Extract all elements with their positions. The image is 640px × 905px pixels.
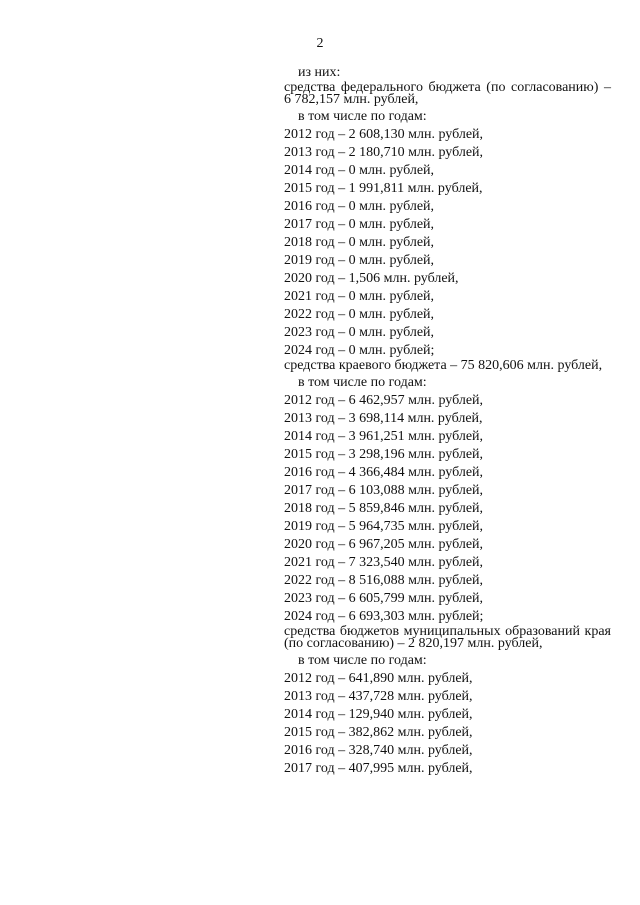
municipal-year-line: 2015 год – 382,862 млн. рублей, bbox=[284, 725, 473, 740]
federal-year-line: 2024 год – 0 млн. рублей; bbox=[284, 343, 435, 358]
federal-budget-header: средства федерального бюджета (по согласованию) – 6 782,157 млн. рублей, bbox=[284, 80, 611, 107]
federal-year-line: 2014 год – 0 млн. рублей, bbox=[284, 163, 435, 178]
regional-year-line: 2013 год – 3 698,114 млн. рублей, bbox=[284, 411, 483, 426]
page-number: 2 bbox=[316, 36, 324, 51]
regional-year-line: 2016 год – 4 366,484 млн. рублей, bbox=[284, 465, 484, 480]
federal-years-list bbox=[284, 126, 611, 360]
intro-line: из них: bbox=[298, 65, 341, 80]
federal-year-line: 2023 год – 0 млн. рублей, bbox=[284, 325, 435, 340]
federal-year-line: 2019 год – 0 млн. рублей, bbox=[284, 253, 435, 268]
regional-budget-header: средства краевого бюджета – 75 820,606 млн. рублей, bbox=[284, 358, 603, 373]
municipal-years-list bbox=[284, 670, 611, 778]
federal-year-line: 2013 год – 2 180,710 млн. рублей, bbox=[284, 145, 484, 160]
regional-year-line: 2015 год – 3 298,196 млн. рублей, bbox=[284, 447, 484, 462]
municipal-budget-header: средства бюджетов муниципальных образований края (по согласованию) – 2 820,197 млн. рублей, bbox=[284, 624, 611, 651]
regional-year-line: 2019 год – 5 964,735 млн. рублей, bbox=[284, 519, 484, 534]
regional-year-line: 2014 год – 3 961,251 млн. рублей, bbox=[284, 429, 484, 444]
federal-year-line: 2018 год – 0 млн. рублей, bbox=[284, 235, 435, 250]
regional-year-line: 2012 год – 6 462,957 млн. рублей, bbox=[284, 393, 484, 408]
federal-by-year-label: в том числе по годам: bbox=[298, 109, 427, 124]
federal-year-line: 2022 год – 0 млн. рублей, bbox=[284, 307, 435, 322]
federal-year-line: 2017 год – 0 млн. рублей, bbox=[284, 217, 435, 232]
municipal-year-line: 2013 год – 437,728 млн. рублей, bbox=[284, 689, 473, 704]
regional-years-list bbox=[284, 392, 611, 626]
regional-year-line: 2021 год – 7 323,540 млн. рублей, bbox=[284, 555, 484, 570]
municipal-year-line: 2017 год – 407,995 млн. рублей, bbox=[284, 761, 473, 776]
federal-year-line: 2015 год – 1 991,811 млн. рублей, bbox=[284, 181, 483, 196]
regional-year-line: 2024 год – 6 693,303 млн. рублей; bbox=[284, 609, 484, 624]
federal-year-line: 2021 год – 0 млн. рублей, bbox=[284, 289, 435, 304]
municipal-by-year-label: в том числе по годам: bbox=[298, 653, 427, 668]
municipal-year-line: 2016 год – 328,740 млн. рублей, bbox=[284, 743, 473, 758]
regional-year-line: 2022 год – 8 516,088 млн. рублей, bbox=[284, 573, 484, 588]
regional-year-line: 2017 год – 6 103,088 млн. рублей, bbox=[284, 483, 484, 498]
regional-year-line: 2018 год – 5 859,846 млн. рублей, bbox=[284, 501, 484, 516]
federal-year-line: 2020 год – 1,506 млн. рублей, bbox=[284, 271, 459, 286]
regional-by-year-label: в том числе по годам: bbox=[298, 375, 427, 390]
federal-year-line: 2016 год – 0 млн. рублей, bbox=[284, 199, 435, 214]
municipal-year-line: 2014 год – 129,940 млн. рублей, bbox=[284, 707, 473, 722]
document-body bbox=[284, 64, 611, 778]
municipal-year-line: 2012 год – 641,890 млн. рублей, bbox=[284, 671, 473, 686]
regional-year-line: 2023 год – 6 605,799 млн. рублей, bbox=[284, 591, 484, 606]
federal-year-line: 2012 год – 2 608,130 млн. рублей, bbox=[284, 127, 484, 142]
regional-year-line: 2020 год – 6 967,205 млн. рублей, bbox=[284, 537, 484, 552]
